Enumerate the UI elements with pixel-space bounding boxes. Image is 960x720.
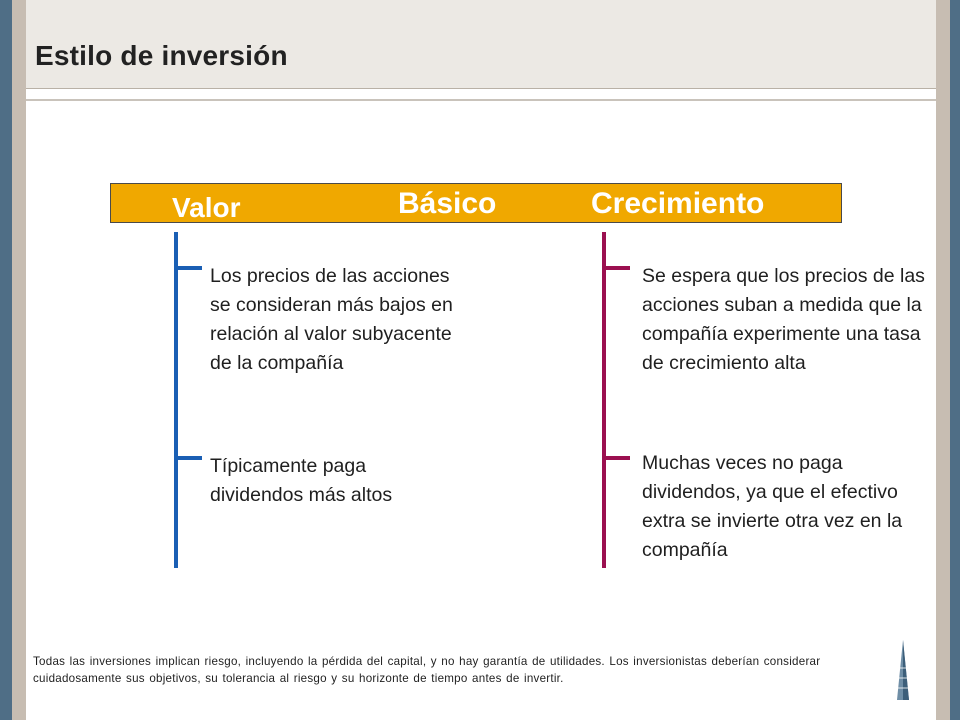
band-label-valor: Valor: [172, 192, 241, 223]
disclaimer-text: Todas las inversiones implican riesgo, incluyendo la pérdida del capital, y no hay garantía de utilidades. Los inversionistas deberían considerar cuidadosamente sus objetivos, su tolerancia al riesgo y su horizonte de tiempo antes de invertir.: [33, 655, 821, 685]
pyramid-tower-logo-icon: [888, 638, 918, 702]
left-frame-edge: [0, 0, 12, 720]
value-column-bar: [174, 232, 178, 568]
header-divider: [26, 99, 936, 101]
growth-point-1: Se espera que los precios de las acciones suban a medida que la compañía experimente una tasa de crecimiento alta: [642, 265, 925, 374]
growth-point-1-tick: [602, 266, 630, 270]
right-frame-edge: [950, 0, 960, 720]
page-title: Estilo de inversión: [35, 40, 288, 71]
value-point-2-tick: [174, 456, 202, 460]
growth-point-2: Muchas veces no paga dividendos, ya que el efectivo extra se invierte otra vez en la compañía: [642, 452, 903, 561]
style-band: [110, 183, 842, 223]
right-frame-inner: [936, 0, 950, 720]
band-label-crecimiento: Crecimiento: [591, 187, 765, 220]
growth-column-bar: [602, 232, 606, 568]
growth-point-2-tick: [602, 456, 630, 460]
band-label-basico: Básico: [398, 187, 497, 220]
value-point-2: Típicamente paga dividendos más altos: [210, 455, 393, 506]
value-point-1-tick: [174, 266, 202, 270]
left-frame-inner: [12, 0, 26, 720]
value-point-1: Los precios de las acciones se consideran más bajos en relación al valor subyacente de la compañía: [210, 265, 453, 374]
